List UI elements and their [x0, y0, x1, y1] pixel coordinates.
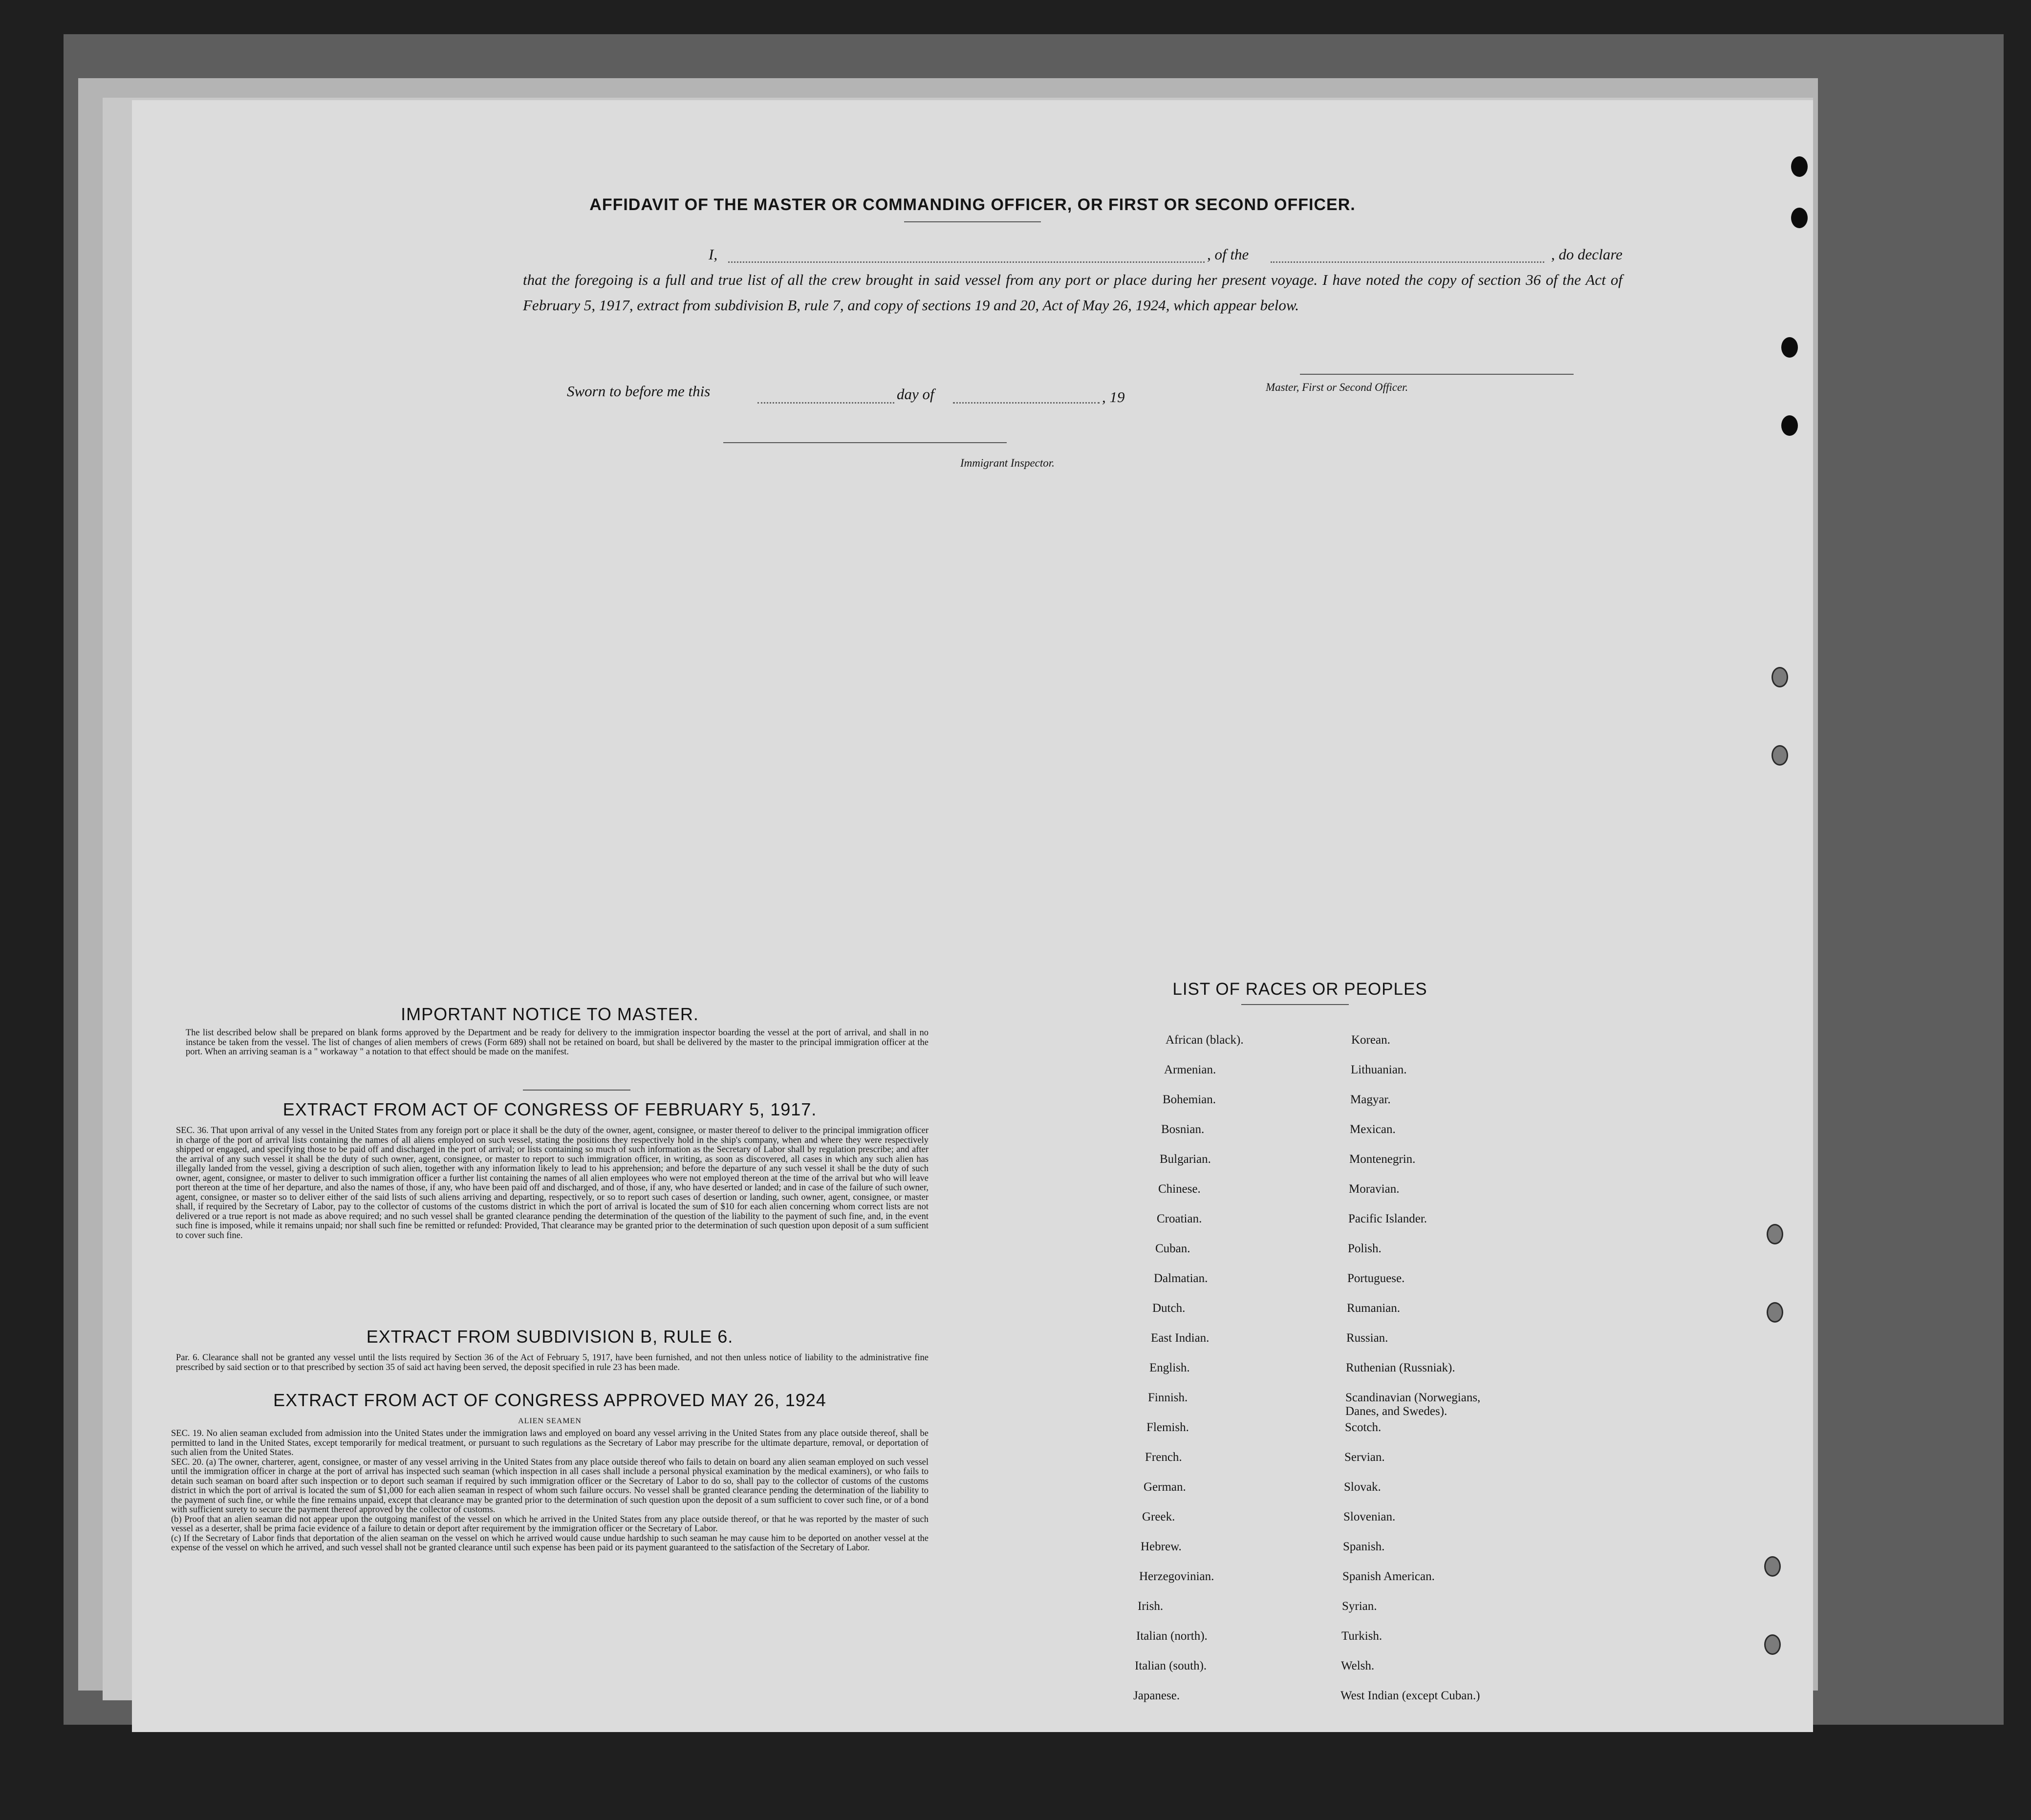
affidavit-declare: , do declare: [1551, 246, 1622, 263]
race-item: Slovenian.: [1343, 1510, 1396, 1523]
sworn-line: [567, 383, 1153, 412]
signature-line: [1300, 374, 1574, 375]
race-item: Portuguese.: [1347, 1272, 1405, 1285]
affidavit-of-the: , of the: [1207, 246, 1249, 263]
extract-1924-body: [171, 1429, 929, 1553]
race-item: Lithuanian.: [1351, 1063, 1407, 1076]
day-fill-line: [757, 402, 894, 404]
race-item: Japanese.: [1133, 1689, 1180, 1702]
race-item: Russian.: [1346, 1331, 1388, 1345]
rule-6-body: Par. 6. Clearance shall not be granted any vessel until the lists required by Section 36 of the Act of February 5, 1917, have been furnished, and not then unless notice of liability to the administrative fine prescribed by said section or to that prescribed by section 35 of said act having been served, the deposit specified in rule 23 has been made.: [176, 1353, 929, 1372]
race-item: Ruthenian (Russniak).: [1346, 1361, 1455, 1374]
race-item: Slovak.: [1344, 1480, 1381, 1494]
divider: [904, 221, 1041, 222]
affidavit-text: [523, 242, 1622, 318]
rule-6-title: EXTRACT FROM SUBDIVISION B, RULE 6.: [366, 1327, 734, 1347]
sec-20a-text: SEC. 20. (a) The owner, charterer, agent, consignee, or master of any vessel arriving in the United States from any place outside thereof who fails to detain on board any alien seaman employed on such vessel until the immigration officer in charge at the port of arrival has inspected such seaman (which inspection in all cases shall include a personal physical examination by the medical examiners), or who fails to detain such seaman on board after such inspection or to deport such seaman if required by such immigration officer or the Secretary of Labor to do so, shall pay to the collector of customs of the customs district in which the port of arrival is located the sum of $1,000 for each alien seaman in respect of whom such failure occurs. No vessel shall be granted clearance pending the determination of the liability to the payment of such fine, or while the fine remains unpaid, except that clearance may be granted prior to the determination of such question upon the deposit of a sum sufficient to cover such fine, or of a bond with sufficient surety to secure the payment thereof approved by the collector of customs.: [171, 1457, 929, 1515]
race-item: Greek.: [1142, 1510, 1175, 1523]
race-item: Finnish.: [1148, 1391, 1188, 1404]
race-item: Mexican.: [1350, 1123, 1396, 1136]
race-item: Pacific Islander.: [1348, 1212, 1427, 1225]
name-fill-line: [728, 257, 1205, 263]
race-item: Moravian.: [1349, 1182, 1400, 1196]
document-page: [132, 100, 1813, 1732]
race-item: Korean.: [1351, 1033, 1390, 1047]
notice-title: IMPORTANT NOTICE TO MASTER.: [401, 1004, 699, 1024]
race-item: Scandinavian (Norwegians, Danes, and Swedes).: [1345, 1391, 1481, 1418]
race-item: Cuban.: [1155, 1242, 1190, 1255]
divider: [523, 1090, 630, 1091]
race-item: Spanish.: [1343, 1540, 1385, 1553]
extract-1924-subtitle: ALIEN SEAMEN: [518, 1417, 582, 1425]
binder-hole: [1772, 667, 1788, 687]
vessel-fill-line: [1271, 257, 1544, 263]
race-item: Chinese.: [1158, 1182, 1201, 1196]
affidavit-line-1: [523, 242, 1622, 267]
race-item: West Indian (except Cuban.): [1340, 1689, 1480, 1702]
race-item: French.: [1145, 1451, 1182, 1464]
affidavit-i: I,: [709, 246, 718, 263]
race-item: Herzegovinian.: [1139, 1570, 1214, 1583]
day-of-label: day of: [897, 385, 934, 403]
race-item: East Indian.: [1151, 1331, 1210, 1345]
race-item: Servian.: [1344, 1451, 1385, 1464]
sec-20b-text: (b) Proof that an alien seaman did not appear upon the outgoing manifest of the vessel on which he arrived in the United States from any place outside thereof, or that he was reported by the master of such vessel as a deserter, shall be prima facie evidence of a failure to detain or deport after requirement by the immigration officer or the Secretary of Labor.: [171, 1514, 929, 1534]
notice-body: The list described below shall be prepared on blank forms approved by the Department and be ready for delivery to the immigration inspector boarding the vessel at the port of arrival, and shall in no instance be taken from the vessel. The list of changes of alien members of crews (Form 689) shall not be retained on board, but shall be delivered by the master to the principal immigration officer at the port. When an arriving seaman is a " workaway " a notation to that effect should be made on the manifest.: [186, 1028, 929, 1057]
extract-1924-title: EXTRACT FROM ACT OF CONGRESS APPROVED MAY 26, 1924: [273, 1390, 826, 1410]
sworn-label: Sworn to before me this: [567, 383, 711, 400]
race-item: Flemish.: [1146, 1421, 1189, 1434]
race-item: Turkish.: [1341, 1629, 1383, 1643]
race-item: Dutch.: [1152, 1302, 1186, 1315]
race-item: Irish.: [1138, 1600, 1164, 1613]
binder-hole: [1764, 1634, 1781, 1655]
binder-hole: [1767, 1224, 1783, 1244]
year-label: , 19: [1102, 388, 1125, 406]
race-item: Magyar.: [1350, 1093, 1391, 1106]
binder-hole: [1791, 156, 1808, 177]
races-title: LIST OF RACES OR PEOPLES: [1172, 980, 1427, 999]
race-item: Bulgarian.: [1160, 1153, 1211, 1166]
race-item: Montenegrin.: [1349, 1153, 1416, 1166]
race-item: Polish.: [1348, 1242, 1382, 1255]
master-caption: Master, First or Second Officer.: [1266, 381, 1408, 393]
race-item: Rumanian.: [1347, 1302, 1401, 1315]
race-item: Croatian.: [1157, 1212, 1202, 1225]
race-item: Italian (north).: [1136, 1629, 1208, 1643]
month-fill-line: [953, 402, 1100, 404]
sec-19-text: SEC. 19. No alien seaman excluded from admission into the United States under the immigration laws and employed on board any vessel arriving in the United States from any place outside thereof, shall be permitted to land in the United States, except temporarily for medical treatment, or pursuant to such regulations as the Secretary of Labor may prescribe for the ultimate departure, removal, or deportation of such alien from the United States.: [171, 1429, 929, 1457]
race-item: Spanish American.: [1342, 1570, 1435, 1583]
extract-1917-title: EXTRACT FROM ACT OF CONGRESS OF FEBRUARY 5, 1917.: [282, 1099, 817, 1119]
race-item: African (black).: [1166, 1033, 1244, 1047]
race-item: Hebrew.: [1141, 1540, 1182, 1553]
binder-hole: [1781, 415, 1798, 436]
affidavit-title: AFFIDAVIT OF THE MASTER OR COMMANDING OFFICER, OR FIRST OR SECOND OFFICER.: [589, 195, 1356, 214]
race-item: Italian (south).: [1135, 1659, 1207, 1672]
binder-hole: [1781, 337, 1798, 358]
race-item: Syrian.: [1342, 1600, 1377, 1613]
binder-hole: [1767, 1302, 1783, 1323]
binder-hole: [1772, 745, 1788, 766]
race-item: Scotch.: [1345, 1421, 1382, 1434]
affidavit-body: that the foregoing is a full and true list of all the crew brought in said vessel from any port or place during her present voyage. I have noted the copy of section 36 of the Act of February 5, 1917, extract from subdivision B, rule 7, and copy of sections 19 and 20, Act of May 26, 1924, which appear below.: [523, 271, 1622, 314]
sec-20c-text: (c) If the Secretary of Labor finds that deportation of the alien seaman on the vessel on which he arrived would cause undue hardship to such seaman he may cause him to be deported on another vessel at the expense of the vessel on which he arrived, and such vessel shall not be granted clearance until such expense has been paid or its payment guaranteed to the satisfaction of the Secretary of Labor.: [171, 1533, 929, 1553]
extract-1917-body: SEC. 36. That upon arrival of any vessel in the United States from any foreign port or place it shall be the duty of the owner, agent, consignee, or master thereof to deliver to the principal immigration officer in charge of the port of arrival lists containing the names of all aliens employed on such vessel, stating the positions they respectively hold in the ship's company, when and where they were respectively shipped or engaged, and specifying those to be paid off and discharged in the port of arrival; or lists containing so much of such information as the Secretary of Labor shall by regulation prescribe; and after the arrival of any such vessel it shall be the duty of such owner, agent, consignee, or master to report to such immigration officer, in writing, as soon as discovered, all cases in which any such alien has illegally landed from the vessel, giving a description of such alien, together with any information likely to lead to his apprehension; and before the departure of any such vessel it shall be the duty of such owner, agent, consignee, or master to deliver to such immigration officer a further list containing the names of all alien employees who were not employed thereon at the time of the arrival but who will leave port thereon at the time of her departure, and also the names of those, if any, who have been paid off and discharged, and of those, if any, who have deserted or landed; and in case of the failure of such owner, agent, consignee, or master so to deliver either of the said lists of such aliens arriving and departing, respectively, or so to report such cases of desertion or landing, such owner, agent, consignee, or master shall, if required by the Secretary of Labor, pay to the collector of customs of the customs district in which the port of arrival is located the sum of $10 for each alien concerning whom correct lists are not delivered or a true report is not made as above required; and no such vessel shall be granted clearance pending the determination of the question of the liability to the payment of such fine, and, in the event such fine is imposed, while it remains unpaid; nor shall such fine be remitted or refunded: Provided, That clearance may be granted prior to the determination of such question upon deposit of a sum sufficient to cover such fine.: [176, 1126, 929, 1241]
race-item: Armenian.: [1164, 1063, 1216, 1076]
race-item: Bohemian.: [1163, 1093, 1216, 1106]
race-item: Dalmatian.: [1154, 1272, 1208, 1285]
race-item: Bosnian.: [1161, 1123, 1205, 1136]
race-item: German.: [1144, 1480, 1186, 1494]
divider: [1241, 1004, 1349, 1005]
inspector-caption: Immigrant Inspector.: [960, 457, 1055, 469]
signature-line: [723, 442, 1007, 443]
binder-hole: [1764, 1556, 1781, 1577]
race-item: Welsh.: [1341, 1659, 1375, 1672]
race-item: English.: [1149, 1361, 1190, 1374]
